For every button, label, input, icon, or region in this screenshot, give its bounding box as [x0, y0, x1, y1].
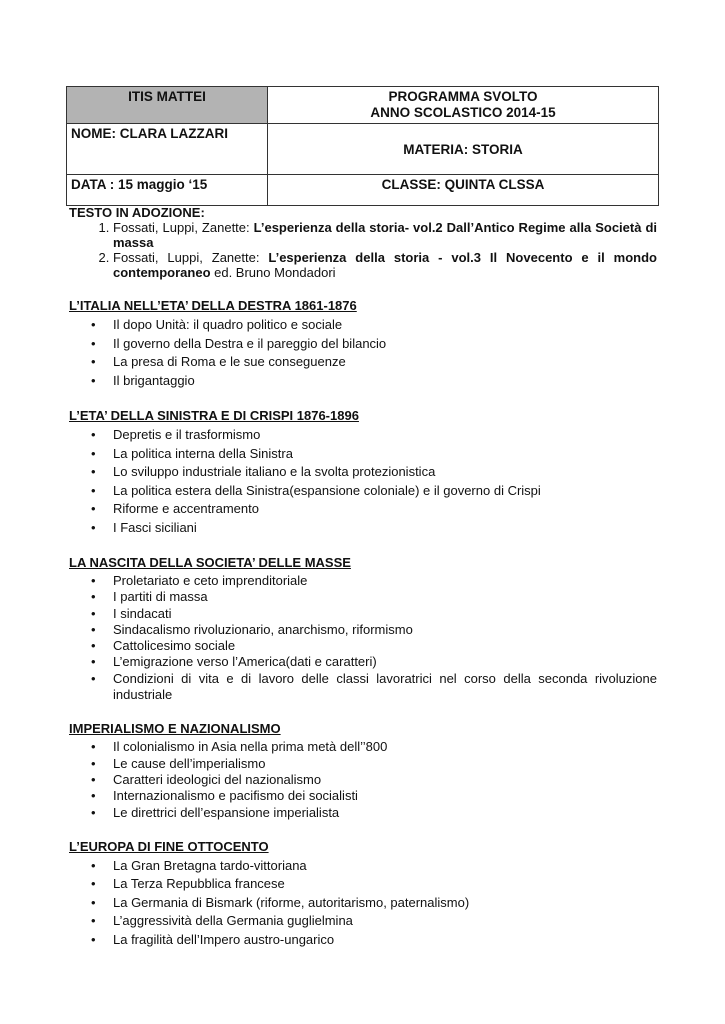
- section-topic-list: [69, 739, 657, 820]
- topic-item: • I sindacati: [113, 606, 657, 622]
- topic-item: • Sindacalismo rivoluzionario, anarchismo, riformismo: [113, 622, 657, 638]
- section-heading: L’ITALIA NELL’ETA’ DELLA DESTRA 1861-1876: [69, 298, 357, 313]
- textbook-list: [69, 220, 657, 280]
- topic-item: • Il brigantaggio: [113, 372, 657, 391]
- class-cell: [268, 175, 659, 206]
- textbook-heading: TESTO IN ADOZIONE:: [69, 205, 205, 220]
- section-topic-list: [69, 316, 657, 390]
- topic-item: • La Terza Repubblica francese: [113, 875, 657, 894]
- subject: MATERIA: STORIA: [403, 142, 523, 157]
- topic-item: • Caratteri ideologici del nazionalismo: [113, 772, 657, 788]
- topic-item: • Cattolicesimo sociale: [113, 638, 657, 654]
- section-heading: L’ETA’ DELLA SINISTRA E DI CRISPI 1876-1896: [69, 408, 359, 423]
- class-name: CLASSE: QUINTA CLSSA: [381, 177, 545, 192]
- date-cell: [67, 175, 268, 206]
- topic-item: • L’emigrazione verso l’America(dati e caratteri): [113, 654, 657, 670]
- topic-item: • Proletariato e ceto imprenditoriale: [113, 573, 657, 589]
- school-year: ANNO SCOLASTICO 2014-15: [370, 105, 556, 120]
- topic-item: • Internazionalismo e pacifismo dei socialisti: [113, 788, 657, 804]
- textbook-item: [113, 250, 657, 280]
- program-title: PROGRAMMA SVOLTO: [388, 89, 538, 104]
- topic-item: • Lo sviluppo industriale italiano e la svolta protezionistica: [113, 463, 657, 482]
- topic-item: • Riforme e accentramento: [113, 500, 657, 519]
- topic-item: • L’aggressività della Germania guglielmina: [113, 912, 657, 931]
- school-name: ITIS MATTEI: [128, 89, 206, 104]
- topic-item: • Le cause dell’imperialismo: [113, 756, 657, 772]
- school-name-cell: [67, 87, 268, 124]
- teacher-name-cell: [67, 124, 268, 175]
- section-heading: L’EUROPA DI FINE OTTOCENTO: [69, 838, 269, 854]
- topic-item: • Il dopo Unità: il quadro politico e sociale: [113, 316, 657, 335]
- section-topic-list: [69, 857, 657, 950]
- program-content: [69, 205, 657, 949]
- teacher-name: NOME: CLARA LAZZARI: [71, 126, 228, 141]
- topic-item: • Il governo della Destra e il pareggio del bilancio: [113, 335, 657, 354]
- textbook-publisher: ed. Bruno Mondadori: [210, 265, 336, 280]
- subject-cell: [268, 124, 659, 175]
- topic-item: • Le direttrici dell’espansione imperialista: [113, 805, 657, 821]
- program-cell: [268, 87, 659, 124]
- section-topic-list: [69, 426, 657, 537]
- section-heading: IMPERIALISMO E NAZIONALISMO: [69, 721, 281, 737]
- topic-item: • La politica interna della Sinistra: [113, 445, 657, 464]
- topic-item: • La Gran Bretagna tardo-vittoriana: [113, 857, 657, 876]
- textbook-title: L’esperienza della storia - vol.3 Il Novecento e il mondo contemporaneo: [113, 250, 658, 280]
- topic-item: • La Germania di Bismark (riforme, autoritarismo, paternalismo): [113, 894, 657, 913]
- section-heading: LA NASCITA DELLA SOCIETA’ DELLE MASSE: [69, 555, 351, 570]
- topic-item: • La fragilità dell’Impero austro-ungarico: [113, 931, 657, 950]
- textbook-title: L’esperienza della storia- vol.2 Dall’Antico Regime alla Società di massa: [113, 220, 657, 250]
- topic-item: • Il colonialismo in Asia nella prima metà dell’’800: [113, 739, 657, 755]
- textbook-authors: Fossati, Luppi, Zanette:: [113, 250, 269, 265]
- textbook-authors: Fossati, Luppi, Zanette:: [113, 220, 254, 235]
- topic-item: • La politica estera della Sinistra(espansione coloniale) e il governo di Crispi: [113, 482, 657, 501]
- topic-item: • Depretis e il trasformismo: [113, 426, 657, 445]
- topic-item: • I partiti di massa: [113, 589, 657, 605]
- topic-item: • La presa di Roma e le sue conseguenze: [113, 353, 657, 372]
- topic-item: • Condizioni di vita e di lavoro delle classi lavoratrici nel corso della seconda rivoluzione industriale: [113, 671, 657, 704]
- topic-item: • I Fasci siciliani: [113, 519, 657, 538]
- section-topic-list: [69, 573, 657, 703]
- date: DATA : 15 maggio ‘15: [71, 177, 208, 192]
- textbook-item: [113, 220, 657, 250]
- header-table: [66, 86, 659, 206]
